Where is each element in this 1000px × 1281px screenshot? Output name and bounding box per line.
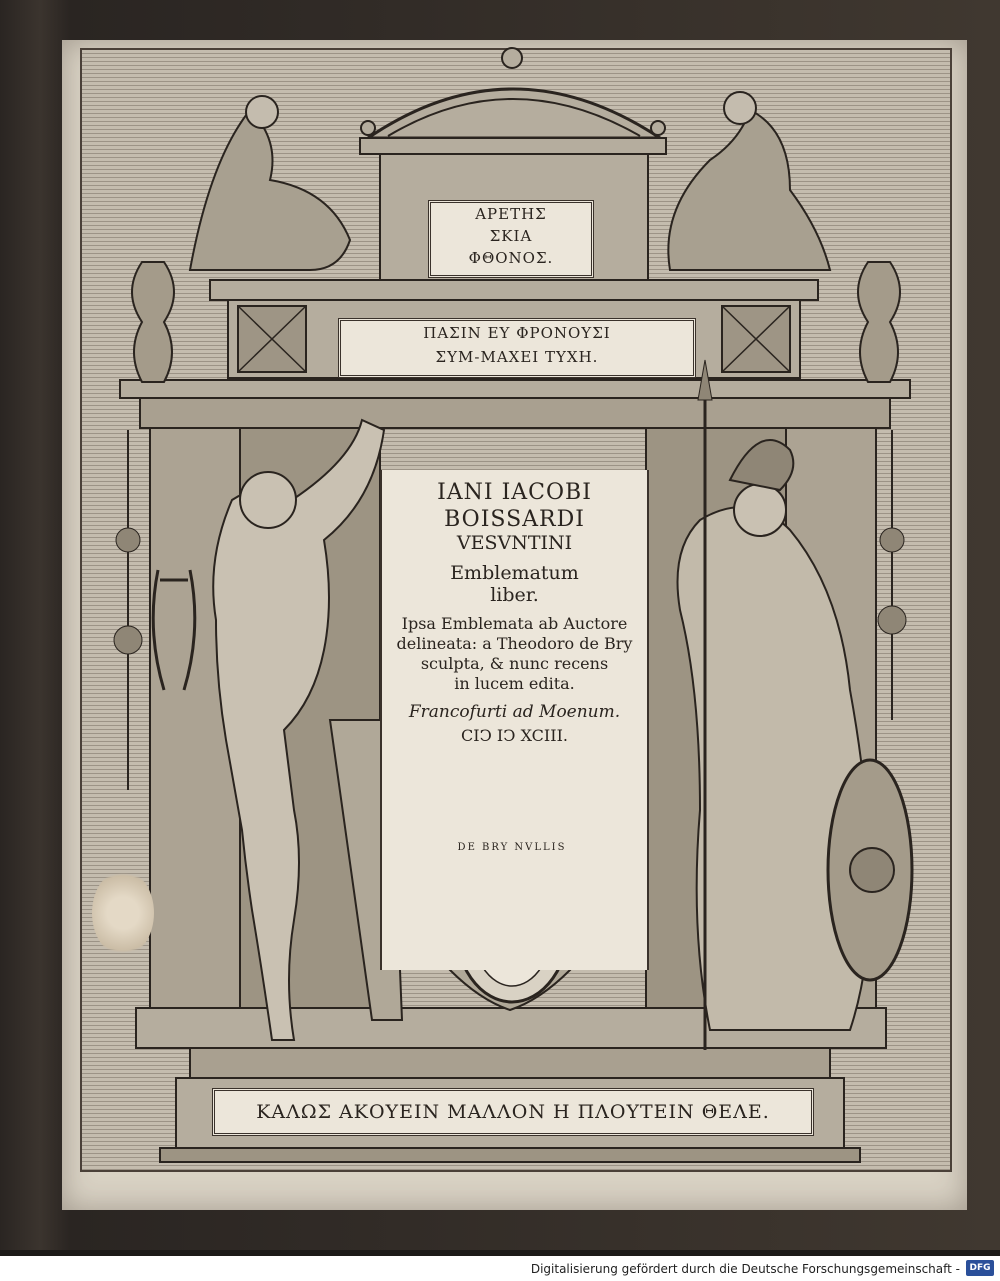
title-line-2: liber. [490,584,539,606]
imprint-year: CIↃ IↃ XCIII. [461,726,568,745]
title-line-1: Emblematum [450,562,579,584]
top-tablet-line-1: ΑΡΕΤΗΣ [475,205,547,223]
imprint-place: Francofurti ad Moenum. [408,702,621,722]
author-line-2: BOISSARDI [444,507,585,532]
dfg-logo-icon: DFG [966,1260,994,1276]
desc-line-4: in lucem edita. [454,674,575,693]
author-line-3: VESVNTINI [456,532,573,554]
title-block [380,470,649,970]
frieze-line-1: ΠΑΣΙΝ ΕΥ ΦΡΟΝΟΥΣΙ [423,324,611,342]
frieze-line-2: ΣΥΜ-ΜΑΧΕΙ ΤΥΧΗ. [435,348,599,366]
top-tablet-line-2: ΣΚΙΑ [489,227,533,245]
author-line-1: IANI IACOBI [437,480,592,505]
frieze-inscription [338,318,696,378]
desc-line-3: sculpta, & nunc recens [420,654,609,673]
desc-line-2: delineata: a Theodoro de Bry [396,634,633,653]
footer-credit: Digitalisierung gefördert durch die Deutsche Forschungsgemeinschaft - [530,1262,960,1276]
printer-mark-motto: DE BRY NVLLIS [457,842,567,853]
desc-line-1: Ipsa Emblemata ab Auctore [401,614,628,633]
base-inscription: ΚΑΛΩΣ ΑΚΟΥΕΙΝ ΜΑΛΛΟΝ Η ΠΛΟΥΤΕΙΝ ΘΕΛΕ. [212,1088,814,1136]
top-tablet [428,200,594,278]
top-tablet-line-3: ΦΘΟΝΟΣ. [468,249,554,267]
paper-stain [92,870,154,956]
